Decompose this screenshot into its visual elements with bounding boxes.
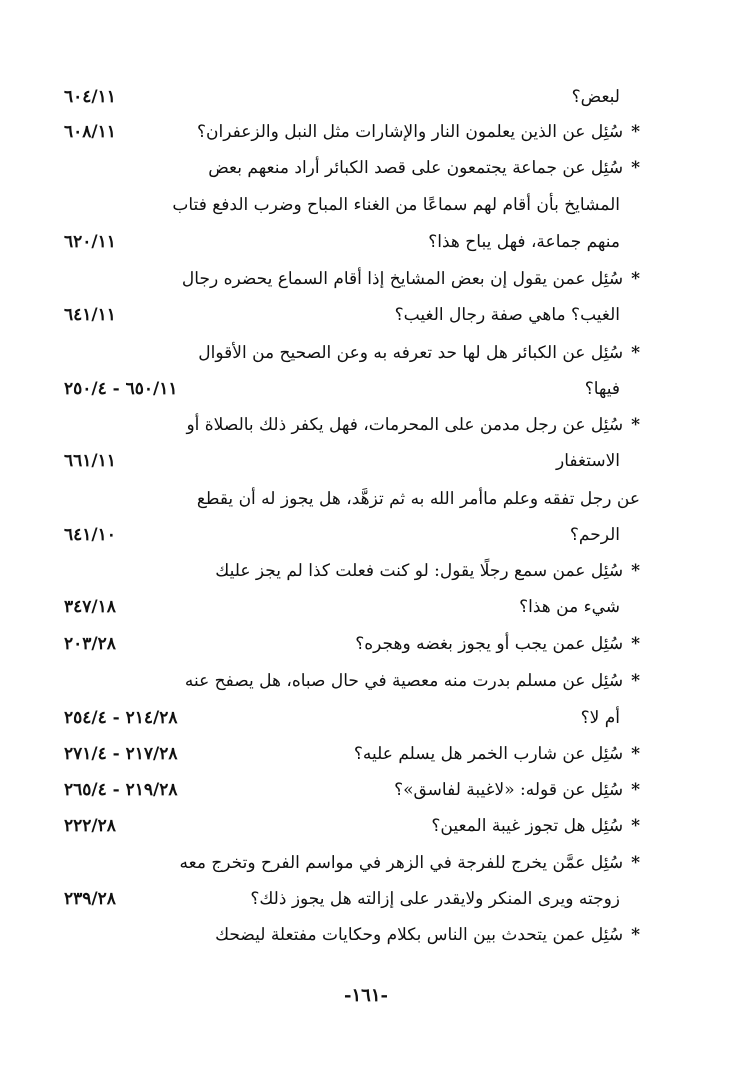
- entry-text: [354, 739, 640, 769]
- volume-page-reference: ٢١٩/٢٨ - ٢٦٥/٤: [64, 780, 178, 800]
- index-line: [0, 556, 732, 590]
- index-line: [0, 739, 732, 773]
- index-line: [0, 264, 732, 298]
- question-text: المشايخ بأن أقام لهم سماعًا من الغناء المباح وضرب الدفع فتاب: [172, 195, 620, 215]
- index-line: [0, 848, 732, 882]
- volume-page-reference: ٦٥٠/١١ - ٢٥٠/٤: [64, 379, 178, 399]
- entry-text: [198, 338, 640, 368]
- bullet-asterisk: *: [631, 343, 640, 363]
- entry-text: [197, 484, 640, 514]
- entry-text: [186, 410, 640, 440]
- index-line: [0, 82, 732, 116]
- question-text: سُئِل عن الذين يعلمون النار والإشارات مثل النبل والزعفران؟: [196, 122, 624, 142]
- question-text: سُئِل عمن يجب أو يجوز بغضه وهجره؟: [355, 634, 624, 654]
- entry-text: [182, 264, 640, 294]
- bullet-asterisk: *: [631, 671, 640, 691]
- volume-page-reference: ٢٠٣/٢٨: [64, 634, 116, 654]
- index-line: [0, 666, 732, 700]
- volume-page-reference: ٣٤٧/١٨: [64, 597, 116, 617]
- index-line: [0, 484, 732, 518]
- volume-page-reference: ٢١٤/٢٨ - ٢٥٤/٤: [64, 708, 178, 728]
- question-text: سُئِل عمَّن يخرج للفرجة في الزهر في مواسم الفرح وتخرج معه: [179, 853, 624, 873]
- bullet-asterisk: *: [631, 634, 640, 654]
- volume-page-reference: ٢٢٢/٢٨: [64, 816, 116, 836]
- bullet-asterisk: *: [631, 561, 640, 581]
- question-text: شيء من هذا؟: [519, 597, 620, 617]
- index-line: [0, 775, 732, 809]
- question-text: الغيب؟ ماهي صفة رجال الغيب؟: [394, 305, 620, 325]
- entry-text: [570, 520, 620, 550]
- bullet-asterisk: *: [631, 925, 640, 945]
- bullet-asterisk: *: [631, 744, 640, 764]
- index-line: [0, 703, 732, 737]
- entry-text: [197, 117, 640, 147]
- bullet-asterisk: *: [631, 158, 640, 178]
- volume-page-reference: ٢٣٩/٢٨: [64, 889, 116, 909]
- question-text: أم لا؟: [580, 708, 620, 728]
- question-text: سُئِل عن قوله: «لاغيبة لفاسق»؟: [394, 780, 624, 800]
- index-line: [0, 190, 732, 224]
- entry-text: [572, 82, 620, 112]
- index-line: [0, 227, 732, 261]
- volume-page-reference: ٢١٧/٢٨ - ٢٧١/٤: [64, 744, 178, 764]
- index-line: [0, 338, 732, 372]
- entry-text: [585, 374, 620, 404]
- question-text: سُئِل عمن يتحدث بين الناس بكلام وحكايات مفتعلة ليضحك: [215, 925, 624, 945]
- volume-page-reference: ٦٠٤/١١: [64, 87, 116, 107]
- question-text: زوجته ويرى المنكر ولايقدر على إزالته هل يجوز ذلك؟: [250, 889, 620, 909]
- question-text: سُئِل عن جماعة يجتمعون على قصد الكبائر أراد منعهم بعض: [208, 158, 624, 178]
- index-line: [0, 410, 732, 444]
- question-text: منهم جماعة، فهل يباح هذا؟: [428, 232, 620, 252]
- bullet-asterisk: *: [631, 816, 640, 836]
- question-text: سُئِل عن شارب الخمر هل يسلم عليه؟: [353, 744, 624, 764]
- question-text: عن رجل تفقه وعلم ماأمر الله به ثم تزهَّد، هل يجوز له أن يقطع: [196, 489, 640, 509]
- index-line: [0, 811, 732, 845]
- entry-text: [519, 592, 620, 622]
- index-line: [0, 153, 732, 187]
- entry-text: [581, 703, 620, 733]
- volume-page-reference: ٦٤١/١١: [64, 305, 116, 325]
- entry-text: [215, 556, 640, 586]
- question-text: سُئِل عن الكبائر هل لها حد تعرفه به وعن الصحيح من الأقوال: [198, 343, 624, 363]
- question-text: سُئِل هل تجوز غيبة المعين؟: [431, 816, 624, 836]
- entry-text: [431, 811, 640, 841]
- entry-text: [185, 666, 640, 696]
- question-text: فيها؟: [584, 379, 620, 399]
- index-line: [0, 629, 732, 663]
- entry-text: [428, 227, 620, 257]
- entry-text: [180, 848, 641, 878]
- index-line: [0, 920, 732, 954]
- index-line: [0, 374, 732, 408]
- question-text: الاستغفار: [556, 451, 620, 471]
- bullet-asterisk: *: [631, 853, 640, 873]
- bullet-asterisk: *: [631, 780, 640, 800]
- bullet-asterisk: *: [631, 269, 640, 289]
- index-line: [0, 884, 732, 918]
- entry-text: [395, 300, 620, 330]
- question-text: سُئِل عن مسلم بدرت منه معصية في حال صباه، هل يصفح عنه: [184, 671, 624, 691]
- question-text: لبعض؟: [571, 87, 620, 107]
- question-text: سُئِل عمن سمع رجلًا يقول: لو كنت فعلت كذا لم يجز عليك: [215, 561, 624, 581]
- entry-text: [250, 884, 620, 914]
- question-text: سُئِل عن رجل مدمن على المحرمات، فهل يكفر ذلك بالصلاة أو: [186, 415, 624, 435]
- entry-text: [394, 775, 640, 805]
- entry-text: [355, 629, 640, 659]
- index-line: [0, 446, 732, 480]
- bullet-asterisk: *: [631, 122, 640, 142]
- index-line: [0, 592, 732, 626]
- index-line: [0, 117, 732, 151]
- entry-text: [215, 920, 640, 950]
- entry-text: [556, 446, 620, 476]
- entry-text: [172, 190, 620, 220]
- index-line: [0, 520, 732, 554]
- bullet-asterisk: *: [631, 415, 640, 435]
- question-text: سُئِل عمن يقول إن بعض المشايخ إذا أقام السماع يحضره رجال: [181, 269, 624, 289]
- index-line: [0, 300, 732, 334]
- entry-text: [208, 153, 640, 183]
- volume-page-reference: ٦٦١/١١: [64, 451, 116, 471]
- volume-page-reference: ٦٤١/١٠: [64, 525, 116, 545]
- page-number: -١٦١-: [344, 985, 388, 1006]
- volume-page-reference: ٦٢٠/١١: [64, 232, 116, 252]
- question-text: الرحم؟: [569, 525, 620, 545]
- volume-page-reference: ٦٠٨/١١: [64, 122, 116, 142]
